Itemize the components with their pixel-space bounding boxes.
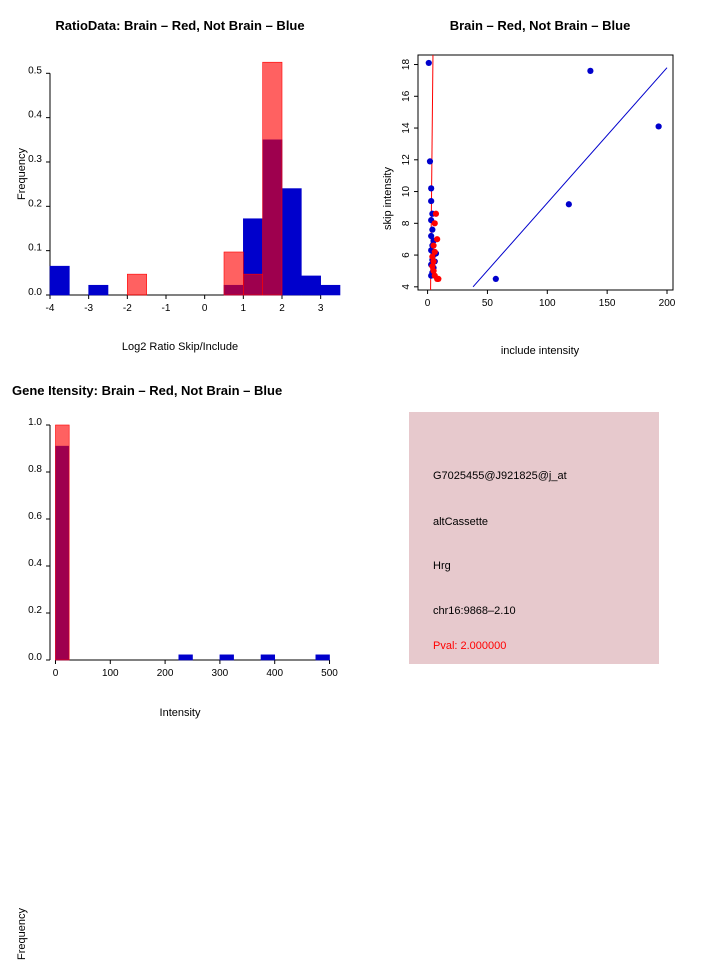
svg-text:0.6: 0.6 [28,511,42,522]
svg-text:-1: -1 [161,303,171,314]
scatter-panel [360,0,720,360]
svg-text:1: 1 [240,303,247,314]
gene-info-pval: Pval: 2.000000 [433,640,507,652]
svg-text:12: 12 [401,154,412,166]
ratio-histogram-plot [0,0,360,360]
svg-text:-3: -3 [84,303,94,314]
svg-text:150: 150 [598,298,616,309]
svg-text:0.0: 0.0 [28,652,42,663]
svg-text:0.2: 0.2 [28,605,42,616]
svg-text:18: 18 [401,58,412,71]
svg-text:500: 500 [321,668,338,679]
svg-text:0: 0 [424,298,431,309]
svg-text:3: 3 [317,303,324,314]
svg-text:14: 14 [401,122,412,134]
gene-histogram-plot [0,360,360,720]
svg-text:200: 200 [658,298,676,309]
gene-info-box [409,412,659,664]
svg-text:0.4: 0.4 [28,558,42,569]
ratio-histogram-ylabel: Frequency [16,148,28,200]
gene-histogram-title: Gene Itensity: Brain – Red, Not Brain – Blue [12,383,283,398]
svg-text:4: 4 [401,284,412,290]
svg-text:16: 16 [401,90,412,102]
ratio-histogram-panel [0,0,360,360]
scatter-ylabel: skip intensity [382,167,394,230]
gene-info-line-0: G7025455@J921825@j_at [433,470,567,482]
svg-text:10: 10 [401,185,412,198]
svg-text:400: 400 [266,668,284,679]
svg-text:-2: -2 [122,303,132,314]
ratio-histogram-title: RatioData: Brain – Red, Not Brain – Blue [55,18,305,33]
svg-text:0: 0 [52,668,59,679]
gene-info-line-1: altCassette [433,516,489,528]
scatter-xlabel: include intensity [500,345,580,357]
svg-text:0.0: 0.0 [28,287,42,298]
gene-histogram-ylabel: Frequency [16,908,28,960]
svg-text:0.5: 0.5 [28,65,42,77]
scatter-plot [360,0,720,360]
gene-info-line-3: chr16:9868–2.10 [433,605,516,617]
svg-text:0: 0 [201,303,208,314]
svg-text:0.8: 0.8 [28,464,42,475]
svg-text:-4: -4 [45,303,55,314]
svg-text:50: 50 [481,298,493,309]
svg-text:8: 8 [401,220,412,227]
svg-text:300: 300 [211,668,229,679]
svg-text:0.1: 0.1 [28,242,42,254]
svg-text:100: 100 [538,298,556,309]
svg-text:0.2: 0.2 [28,198,42,210]
svg-text:6: 6 [401,252,412,258]
svg-text:2: 2 [279,303,285,314]
gene-histogram-panel [0,360,360,960]
gene-histogram-xlabel: Intensity [159,707,201,719]
scatter-title: Brain – Red, Not Brain – Blue [449,18,631,33]
svg-text:0.4: 0.4 [28,109,42,121]
svg-text:200: 200 [156,668,174,679]
svg-text:1.0: 1.0 [28,417,42,428]
svg-text:0.3: 0.3 [28,153,42,165]
gene-info-line-2: Hrg [433,560,451,572]
ratio-histogram-xlabel: Log2 Ratio Skip/Include [121,341,239,353]
svg-text:100: 100 [101,668,119,679]
